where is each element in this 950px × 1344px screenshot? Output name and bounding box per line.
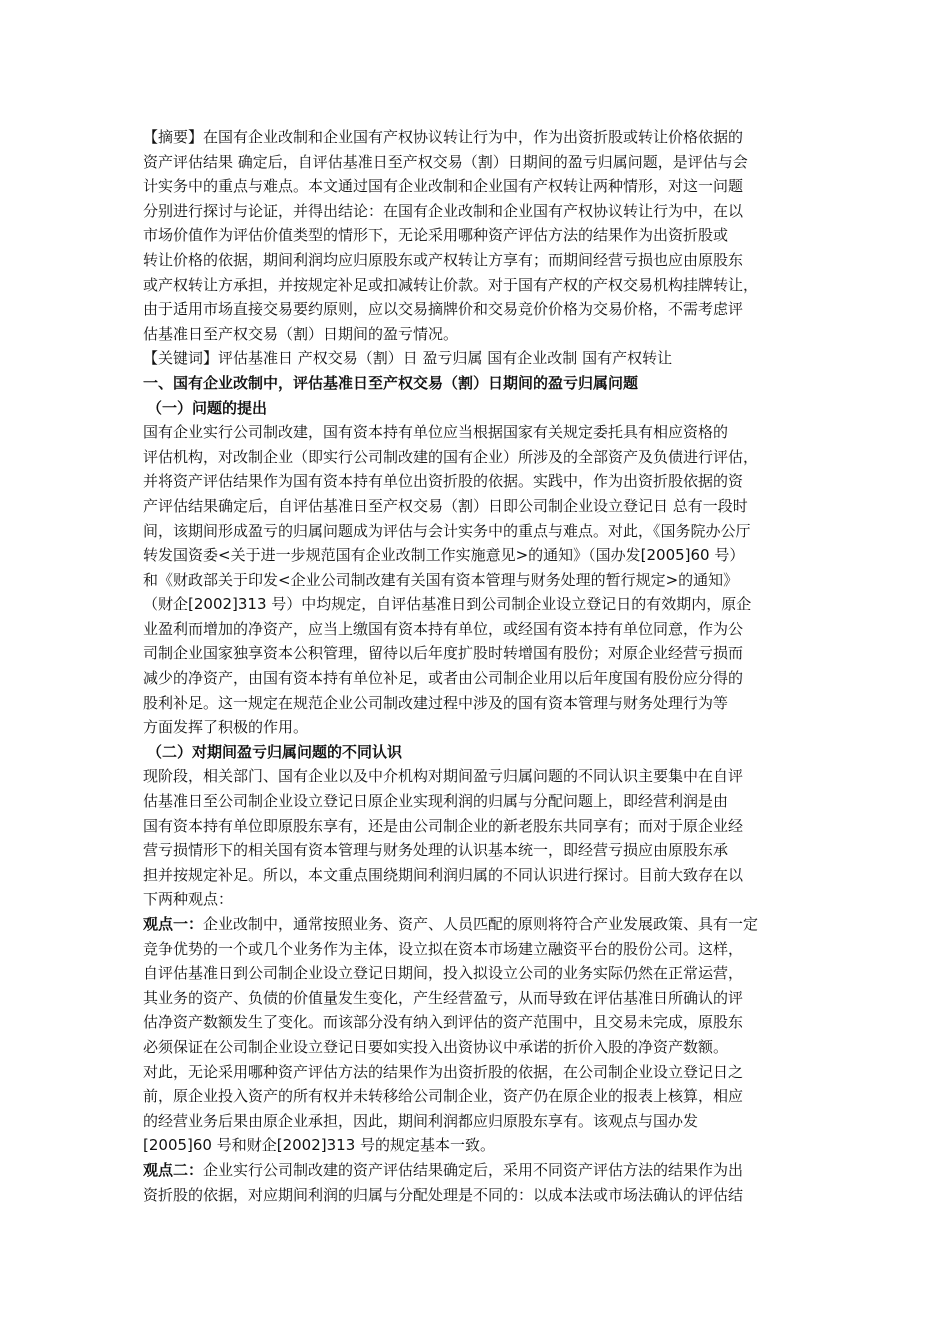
viewpoint-1-first-line — [143, 912, 811, 937]
body-line: [2005]60 号和财企[2002]313 号的规定基本一致。 — [143, 1136, 496, 1155]
body-line: 司制企业国家独享资本公积管理，留待以后年度扩股时转增国有股份；对原企业经营亏损而 — [143, 644, 744, 663]
body-line: 下两种观点： — [143, 890, 234, 909]
body-line: 担并按规定补足。所以，本文重点围绕期间利润归属的不同认识进行探讨。目前大致存在以 — [143, 865, 744, 884]
keywords: 【关键词】评估基准日 产权交易（割）日 盈亏归属 国有企业改制 国有产权转让 — [143, 349, 673, 368]
abstract-line: 转让价格的依据，期间利润均应归原股东或产权转让方享有；而期间经营亏损也应由原股东 — [143, 250, 744, 269]
body-line: 减少的净资产，由国有资本持有单位补足，或者由公司制企业用以后年度国有股份应分得的 — [143, 669, 744, 688]
viewpoint-2-first-line — [143, 1158, 811, 1183]
body-line: 营亏损情形下的相关国有资本管理与财务处理的认识基本统一，即经营亏损应由原股东承 — [143, 841, 729, 860]
abstract — [143, 125, 811, 346]
abstract-line: 估基准日至产权交易（割）日期间的盈亏情况。 — [143, 324, 459, 343]
viewpoint-1 — [143, 912, 811, 1158]
body-line: 的经营业务后果由原企业承担，因此，期间利润都应归原股东享有。该观点与国办发 — [143, 1111, 699, 1130]
body-line: 其业务的资产、负债的价值量发生变化，产生经营盈亏，从而导致在评估基准日所确认的评 — [143, 988, 744, 1007]
body-line: 和《财政部关于印发<企业公司制改建有关国有资本管理与财务处理的暂行规定>的通知》 — [143, 570, 739, 589]
subsection-1-heading: （一）问题的提出 — [147, 398, 268, 417]
body-line: 必须保证在公司制企业设立登记日要如实投入出资协议中承诺的折价入股的净资产数额。 — [143, 1037, 729, 1056]
subsection-2-body — [143, 764, 811, 912]
body-line: 自评估基准日到公司制企业设立登记日期间，投入拟设立公司的业务实际仍然在正常运营， — [143, 964, 744, 983]
abstract-line: 分别进行探讨与论证，并得出结论：在国有企业改制和企业国有产权协议转让行为中，在以 — [143, 201, 744, 220]
viewpoint-2-label: 观点二： — [143, 1160, 204, 1179]
body-line: 现阶段，相关部门、国有企业以及中介机构对期间盈亏归属问题的不同认识主要集中在自评 — [143, 767, 744, 786]
body-line: 前，原企业投入资产的所有权并未转移给公司制企业，资产仍在原企业的报表上核算，相应 — [143, 1087, 744, 1106]
body-line: 资折股的依据，对应期间利润的归属与分配处理是不同的：以成本法或市场法确认的评估结 — [143, 1185, 744, 1204]
viewpoint-2 — [143, 1158, 811, 1207]
abstract-line: 由于适用市场直接交易要约原则，应以交易摘牌价和交易竞价价格为交易价格，不需考虑评 — [143, 300, 744, 319]
subsection-1-body — [143, 420, 811, 740]
abstract-line: 计实务中的重点与难点。本文通过国有企业改制和企业国有产权转让两种情形，对这一问题 — [143, 177, 744, 196]
body-line: 股利补足。这一规定在规范企业公司制改建过程中涉及的国有资本管理与财务处理行为等 — [143, 693, 729, 712]
body-line: （财企[2002]313 号）中均规定，自评估基准日到公司制企业设立登记日的有效期内，原企 — [143, 595, 752, 614]
body-line: 评估机构，对改制企业（即实行公司制改建的国有企业）所涉及的全部资产及负债进行评估， — [143, 447, 759, 466]
section-1-heading: 一、国有企业改制中，评估基准日至产权交易（割）日期间的盈亏归属问题 — [143, 373, 639, 392]
body-line: 转发国资委<关于进一步规范国有企业改制工作实施意见>的通知》（国办发[2005]60 号） — [143, 546, 745, 565]
viewpoint-2-text: 企业实行公司制改建的资产评估结果确定后，采用不同资产评估方法的结果作为出 — [203, 1160, 744, 1179]
body-line: 估基准日至公司制企业设立登记日原企业实现利润的归属与分配问题上，即经营利润是由 — [143, 792, 729, 811]
subsection-2-heading: （二）对期间盈亏归属问题的不同认识 — [147, 742, 403, 761]
abstract-line: 或产权转让方承担，并按规定补足或扣减转让价款。对于国有产权的产权交易机构挂牌转让， — [143, 275, 759, 294]
body-line: 估净资产数额发生了变化。而该部分没有纳入到评估的资产范围中，且交易未完成，原股东 — [143, 1013, 744, 1032]
viewpoint-1-text: 企业改制中，通常按照业务、资产、人员匹配的原则将符合产业发展政策、具有一定 — [203, 915, 759, 933]
body-line: 间，该期间形成盈亏的归属问题成为评估与会计实务中的重点与难点。对此，《国务院办公厅 — [143, 521, 751, 540]
body-line: 并将资产评估结果作为国有资本持有单位出资折股的依据。实践中，作为出资折股依据的资 — [143, 472, 744, 491]
abstract-line: 市场价值作为评估价值类型的情形下，无论采用哪种资产评估方法的结果作为出资折股或 — [143, 226, 729, 245]
body-line: 国有资本持有单位即原股东享有，还是由公司制企业的新老股东共同享有；而对于原企业经 — [143, 816, 744, 835]
abstract-line: 【摘要】在国有企业改制和企业国有产权协议转让行为中，作为出资折股或转让价格依据的 — [143, 128, 744, 146]
abstract-line: 资产评估结果 确定后，自评估基准日至产权交易（割）日期间的盈亏归属问题，是评估与会 — [143, 152, 748, 171]
viewpoint-1-label: 观点一： — [143, 915, 204, 933]
body-line: 对此，无论采用哪种资产评估方法的结果作为出资折股的依据，在公司制企业设立登记日之 — [143, 1062, 744, 1081]
body-line: 业盈利而增加的净资产，应当上缴国有资本持有单位，或经国有资本持有单位同意，作为公 — [143, 619, 744, 638]
body-line: 产评估结果确定后，自评估基准日至产权交易（割）日即公司制企业设立登记日 总有一段时 — [143, 496, 748, 515]
body-line: 竞争优势的一个或几个业务作为主体，设立拟在资本市场建立融资平台的股份公司。这样， — [143, 939, 744, 958]
body-line: 方面发挥了积极的作用。 — [143, 718, 309, 737]
document-page — [143, 125, 811, 1207]
body-line: 国有企业实行公司制改建，国有资本持有单位应当根据国家有关规定委托具有相应资格的 — [143, 423, 729, 442]
